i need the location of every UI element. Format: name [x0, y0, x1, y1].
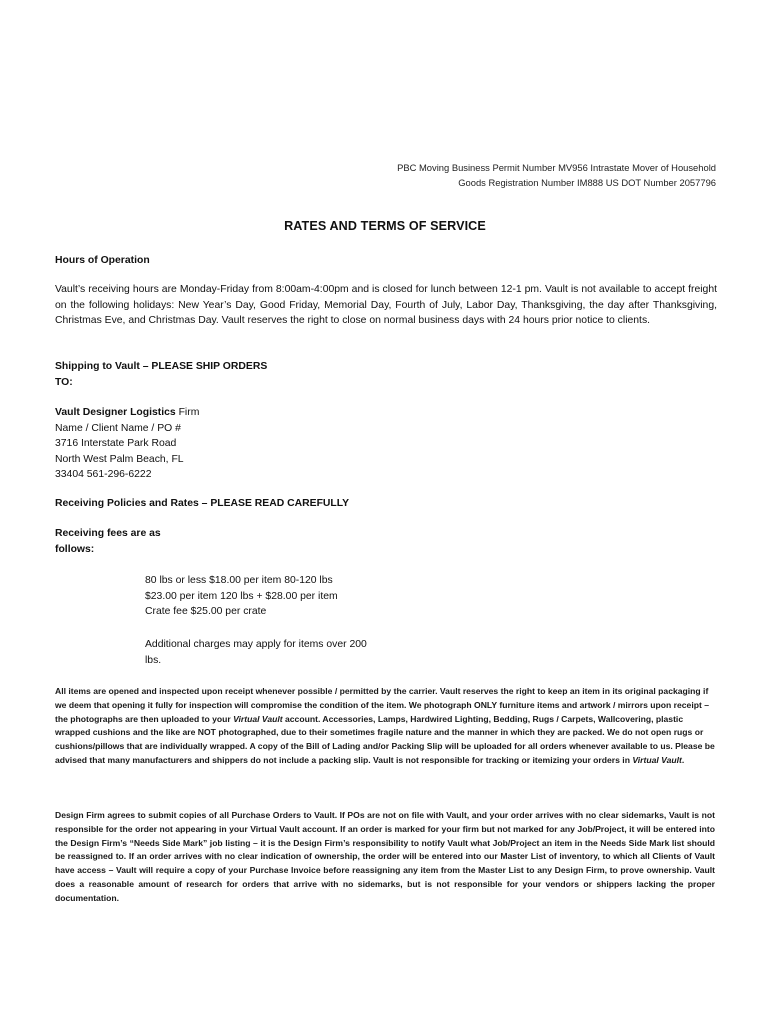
fees-heading-line1: Receiving fees are as: [55, 528, 161, 539]
rate-list: [145, 573, 365, 620]
fees-heading: [55, 526, 205, 557]
rate-line-1: 80 lbs or less $18.00 per item 80-120 lbs: [145, 575, 333, 586]
address-line-4: North West Palm Beach, FL: [55, 453, 184, 465]
shipping-heading: [55, 359, 315, 390]
additional-charges-note: [145, 637, 395, 668]
shipping-heading-line2: TO:: [55, 376, 73, 388]
rate-line-2: $23.00 per item 120 lbs + $28.00 per item: [145, 590, 338, 602]
page-title: RATES AND TERMS OF SERVICE: [284, 219, 486, 233]
additional-line-2: lbs.: [145, 654, 162, 666]
purchase-orders-paragraph: Design Firm agrees to submit copies of all Purchase Orders to Vault. If POs are not on file with Vault, and your order arrives with no clear sidemarks, Vault is not responsible for the order not appearing in your Virtual Vault account. If an order is marked for your firm but not marked for any Job/Project, it will be entered into the Design Firm’s “Needs Side Mark” job listing – it is the Design Firm’s responsibility to notify Vault what Job/Project an item in the Needs Side Mark list should be reassigned to. If an order arrives with no clear indication of ownership, the order will be entered into our Master List of inventory, to which all Clients of Vault have access – Vault will require a copy of your Purchase Invoice before reassigning any item from the Master List to any Design Firm, to prove ownership. Vault does a reasonable amount of research for orders that arrive with no sidemarks, but is not responsible for your vendors or shippers lacking the proper documentation.: [55, 810, 715, 903]
rate-line-3: Crate fee $25.00 per crate: [145, 606, 267, 618]
inspection-text-1: All items are opened and inspected upon receipt whenever possible / permitted by the carrier. Vault reserves the right to keep an item in its original packaging if we deem that opening it fully for inspection will compromise the condition of the item. We photograph ONLY furniture items and artwork / mirrors upon receipt – the photographs are then uploaded to your: [55, 686, 709, 724]
shipping-heading-line1: Shipping to Vault – PLEASE SHIP ORDERS: [55, 361, 268, 372]
company-suffix: Firm: [175, 407, 200, 418]
address-line-5: 33404 561-296-6222: [55, 469, 152, 481]
address-company-line: [55, 405, 315, 421]
additional-line-1: Additional charges may apply for items over 200: [145, 639, 367, 650]
company-name: Vault Designer Logistics: [55, 407, 176, 418]
inspection-text-2: account. Accessories, Lamps, Hardwired Lighting, Bedding, Rugs / Carpets, Wallcovering, plastic wrapped cushions and the like are NOT photographed, due to their sometimes fragile nature and the manner in which they are packed. We do not open rugs or cushions/pillows that are individually wrapped. A copy of the Bill of Lading and/or Packing Slip will be uploaded for all orders whenever available to us. Please be advised that many manufacturers and shippers do not include a packing slip. Vault is not responsible for tracking or itemizing your orders in: [55, 713, 715, 765]
shipping-address: [55, 405, 315, 483]
inspection-italic-2: Virtual Vault: [632, 754, 682, 765]
address-line-3: 3716 Interstate Park Road: [55, 438, 177, 450]
inspection-text-3: .: [681, 754, 685, 765]
address-line-2: Name / Client Name / PO #: [55, 422, 181, 434]
inspection-italic-1: Virtual Vault: [233, 713, 283, 724]
inspection-paragraph: [55, 685, 715, 768]
fees-heading-line2: follows:: [55, 543, 95, 555]
hours-heading: Hours of Operation: [55, 255, 150, 266]
hours-paragraph: Vault’s receiving hours are Monday-Friday from 8:00am-4:00pm and is closed for lunch between 12-1 pm. Vault is not available to accept freight on the following holidays: New Year’s Day, Good Friday, Memorial Day, Fourth of July, Labor Day, Thanksgiving, the day after Thanksgiving, Christmas Eve, and Christmas Day. Vault reserves the right to close on normal business days with 24 hours prior notice to clients.: [55, 284, 717, 327]
permit-info: PBC Moving Business Permit Number MV956 Intrastate Mover of Household Goods Registration Number IM888 US DOT Number 2057796: [397, 162, 716, 188]
receiving-heading: Receiving Policies and Rates – PLEASE READ CAREFULLY: [55, 498, 350, 509]
